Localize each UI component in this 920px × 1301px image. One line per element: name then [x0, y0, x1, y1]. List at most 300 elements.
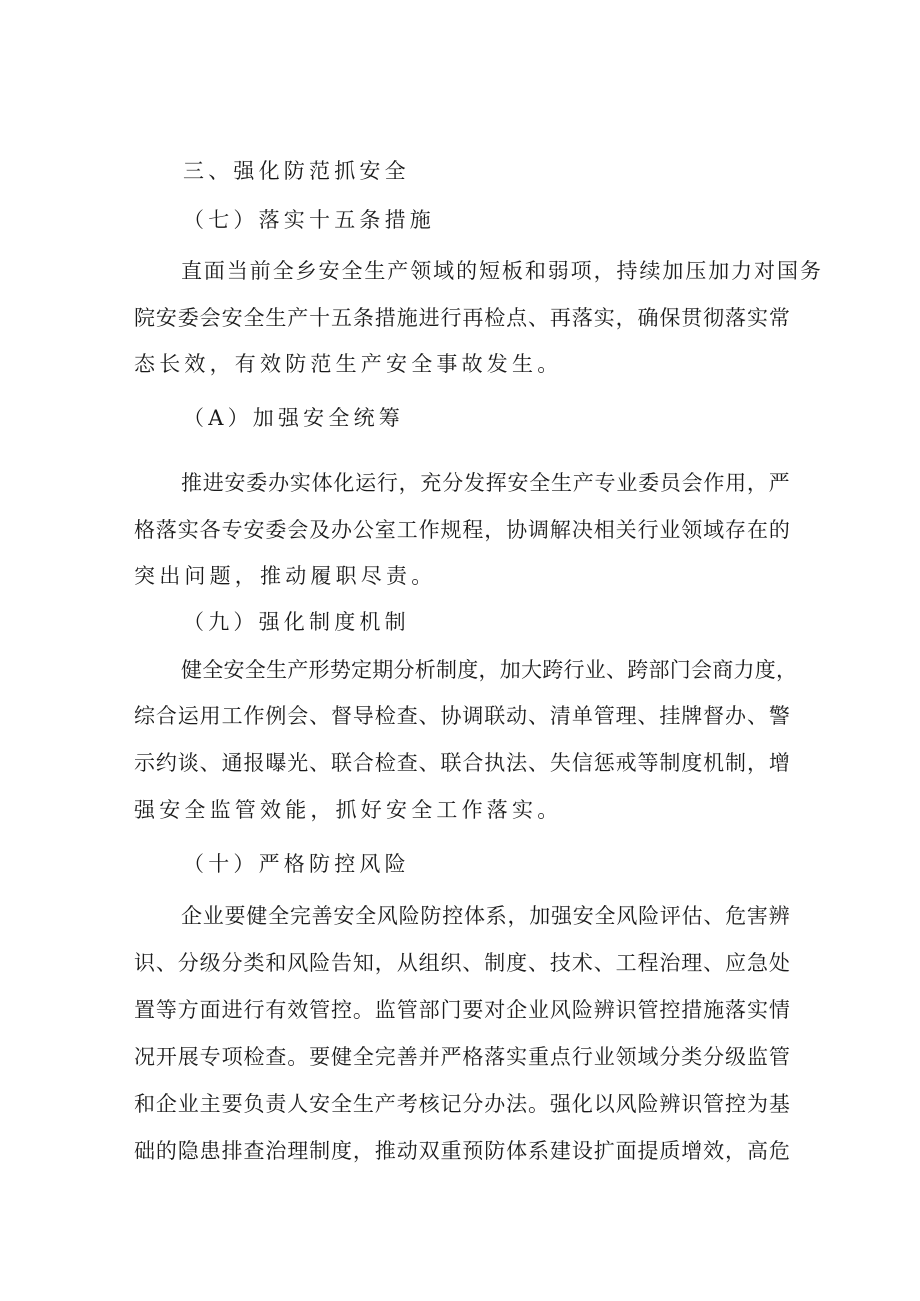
glyph: 综 [134, 704, 155, 728]
glyph: 压 [685, 259, 707, 283]
glyph: 程 [462, 518, 484, 542]
glyph: ， [484, 518, 506, 542]
glyph: 安 [333, 904, 355, 928]
glyph: 健 [181, 658, 202, 682]
glyph: 实 [746, 998, 768, 1022]
glyph: 分 [177, 951, 199, 975]
glyph: 隐 [177, 1139, 199, 1163]
glyph: 化 [333, 471, 355, 495]
glyph: 的 [155, 1139, 177, 1163]
glyph: 点 [506, 306, 528, 330]
glyph: 估 [681, 904, 703, 928]
glyph: 控 [331, 998, 353, 1022]
glyph: 、 [637, 704, 659, 728]
glyph: 善 [311, 904, 333, 928]
glyph: 落 [725, 306, 747, 330]
glyph: 确 [637, 306, 659, 330]
glyph: 运 [177, 704, 199, 728]
glyph: 企 [155, 1092, 177, 1116]
glyph: 危 [768, 1139, 790, 1163]
glyph: 十 [309, 306, 331, 330]
glyph: 跨 [627, 658, 649, 682]
glyph: 实 [506, 1045, 528, 1069]
glyph: 发 [463, 471, 485, 495]
glyph: 效 [287, 998, 309, 1022]
glyph: 分 [659, 1045, 681, 1069]
glyph: 安 [572, 904, 594, 928]
glyph: 要 [462, 998, 484, 1022]
glyph: 公 [352, 518, 374, 542]
glyph: 类 [681, 1045, 703, 1069]
glyph: 单 [571, 704, 593, 728]
glyph: 害 [746, 904, 768, 928]
glyph: 运 [355, 471, 377, 495]
glyph: 格 [134, 518, 155, 542]
glyph: 、 [309, 751, 331, 775]
item-10-paragraph-line-3 [134, 996, 790, 1024]
glyph: 础 [134, 1139, 155, 1163]
glyph: 推 [181, 471, 202, 495]
glyph: 存 [725, 518, 747, 542]
glyph: 联 [331, 751, 353, 775]
glyph: 高 [746, 1139, 768, 1163]
glyph: 专 [221, 518, 243, 542]
glyph: 、 [528, 306, 550, 330]
glyph: 产 [572, 471, 594, 495]
glyph: 效 [703, 1139, 725, 1163]
glyph: 实 [177, 518, 199, 542]
glyph: 风 [549, 998, 571, 1022]
glyph: 制 [659, 751, 681, 775]
glyph: 和 [265, 951, 287, 975]
glyph: 人 [287, 1092, 309, 1116]
glyph: 会 [681, 471, 703, 495]
glyph: 加 [499, 658, 521, 682]
glyph: 安 [221, 306, 243, 330]
glyph: 保 [659, 306, 681, 330]
glyph: 产 [287, 658, 309, 682]
item-9-paragraph-line-4: 强安全监管效能，抓好安全工作落实。 [134, 798, 563, 822]
glyph: 大 [521, 658, 542, 682]
glyph: 安 [507, 471, 529, 495]
glyph: 业 [616, 471, 638, 495]
glyph: 会 [287, 518, 309, 542]
glyph: 域 [433, 259, 455, 283]
glyph: 程 [637, 951, 659, 975]
glyph: 势 [329, 658, 351, 682]
glyph: 质 [659, 1139, 681, 1163]
glyph: 乡 [295, 259, 317, 283]
glyph: 、 [528, 704, 550, 728]
glyph: 作 [418, 518, 440, 542]
item-10-paragraph-line-4 [134, 1043, 790, 1071]
glyph: 全 [243, 306, 265, 330]
glyph: 查 [396, 751, 418, 775]
glyph: 戒 [615, 751, 637, 775]
item-10-paragraph-line-5 [134, 1090, 790, 1118]
glyph: 院 [134, 306, 155, 330]
glyph: 识 [134, 951, 155, 975]
glyph: 并 [418, 1045, 440, 1069]
glyph: 识 [615, 998, 637, 1022]
glyph: 有 [265, 998, 287, 1022]
glyph: 度 [681, 751, 703, 775]
glyph: 行 [243, 998, 265, 1022]
glyph: 再 [462, 306, 484, 330]
glyph: 常 [768, 306, 790, 330]
glyph: 办 [268, 471, 290, 495]
glyph: 部 [648, 658, 670, 682]
glyph: 国 [776, 259, 798, 283]
glyph: 进 [202, 471, 224, 495]
glyph: 行 [571, 1045, 593, 1069]
glyph: 会 [199, 306, 221, 330]
glyph: 调 [462, 704, 484, 728]
glyph: 格 [462, 1045, 484, 1069]
glyph: 情 [768, 998, 790, 1022]
glyph: ， [593, 259, 615, 283]
glyph: 落 [484, 1045, 506, 1069]
glyph: 会 [691, 658, 712, 682]
glyph: 提 [637, 1139, 659, 1163]
glyph: 辨 [768, 904, 790, 928]
glyph: 度 [331, 1139, 353, 1163]
glyph: 管 [703, 1092, 725, 1116]
glyph: 业 [202, 904, 224, 928]
glyph: 和 [134, 1092, 155, 1116]
glyph: 业 [593, 1045, 615, 1069]
glyph: 定 [351, 658, 372, 682]
glyph: 工 [221, 704, 243, 728]
glyph: 理 [287, 1139, 309, 1163]
glyph: 负 [243, 1092, 265, 1116]
glyph: 系 [485, 904, 507, 928]
glyph: 办 [725, 704, 747, 728]
glyph: 报 [243, 751, 265, 775]
glyph: 析 [414, 658, 436, 682]
glyph: 板 [501, 259, 523, 283]
glyph: 安 [224, 471, 246, 495]
glyph: 、 [703, 951, 725, 975]
glyph: 再 [549, 306, 571, 330]
glyph: 商 [712, 658, 734, 682]
glyph: 落 [155, 518, 177, 542]
item-9-paragraph-line-1 [181, 656, 797, 684]
glyph: 、 [593, 951, 615, 975]
glyph: 专 [594, 471, 616, 495]
glyph: 的 [456, 259, 478, 283]
section-heading: 三、强化防范抓安全 [183, 159, 410, 183]
glyph: 查 [265, 1045, 287, 1069]
glyph: 、 [606, 658, 627, 682]
glyph: 光 [287, 751, 309, 775]
glyph: 全 [341, 259, 363, 283]
glyph: 度 [457, 658, 479, 682]
item-a-heading: （A）加强安全统筹 [183, 406, 404, 430]
glyph: ， [746, 751, 768, 775]
glyph: 加 [708, 259, 730, 283]
item-7-paragraph-line-3: 态长效，有效防范生产安全事故发生。 [134, 352, 563, 376]
glyph: 健 [246, 904, 268, 928]
glyph: 会 [287, 704, 309, 728]
glyph: 产 [374, 1092, 396, 1116]
glyph: 全 [594, 904, 616, 928]
glyph: ， [352, 1139, 374, 1163]
glyph: 、 [309, 704, 331, 728]
glyph: 生 [551, 471, 573, 495]
glyph: 、 [528, 751, 550, 775]
glyph: 险 [398, 904, 420, 928]
glyph: 基 [768, 1092, 790, 1116]
glyph: 增 [768, 751, 790, 775]
glyph: ， [507, 904, 529, 928]
glyph: 风 [376, 904, 398, 928]
glyph: 险 [309, 951, 331, 975]
glyph: 实 [746, 306, 768, 330]
glyph: 决 [571, 518, 593, 542]
glyph: 短 [478, 259, 500, 283]
glyph: 各 [199, 518, 221, 542]
glyph: 以 [593, 1092, 615, 1116]
glyph: 风 [287, 951, 309, 975]
glyph: 前 [249, 259, 271, 283]
glyph: 善 [396, 1045, 418, 1069]
glyph: 急 [746, 951, 768, 975]
glyph: 失 [549, 751, 571, 775]
glyph: 知 [352, 951, 374, 975]
glyph: 关 [615, 518, 637, 542]
glyph: 办 [331, 518, 353, 542]
glyph: 管 [637, 998, 659, 1022]
glyph: 曝 [265, 751, 287, 775]
glyph: 组 [418, 951, 440, 975]
glyph: 措 [681, 998, 703, 1022]
glyph: 理 [681, 951, 703, 975]
glyph: 监 [746, 1045, 768, 1069]
glyph: 监 [374, 998, 396, 1022]
glyph: 主 [199, 1092, 221, 1116]
glyph: 风 [615, 1092, 637, 1116]
glyph: 条 [352, 306, 374, 330]
glyph: 检 [374, 704, 396, 728]
glyph: 重 [440, 1139, 462, 1163]
glyph: 企 [181, 904, 202, 928]
glyph: 检 [374, 751, 396, 775]
glyph: 扩 [593, 1139, 615, 1163]
glyph: 领 [615, 1045, 637, 1069]
glyph: 辨 [593, 998, 615, 1022]
glyph: 机 [703, 751, 725, 775]
glyph: 分 [442, 471, 464, 495]
glyph: 预 [462, 1139, 484, 1163]
glyph: 。 [287, 1045, 309, 1069]
glyph: 、 [199, 751, 221, 775]
glyph: 设 [571, 1139, 593, 1163]
glyph: 及 [309, 518, 331, 542]
glyph: 生 [265, 306, 287, 330]
glyph: 项 [570, 259, 592, 283]
glyph: 分 [462, 1092, 484, 1116]
glyph: 直 [181, 259, 202, 283]
glyph: 分 [393, 658, 415, 682]
glyph: 动 [506, 704, 528, 728]
glyph: ， [398, 471, 420, 495]
glyph: 、 [462, 951, 484, 975]
glyph: 级 [199, 951, 221, 975]
glyph: 企 [506, 998, 528, 1022]
glyph: 当 [226, 259, 248, 283]
glyph: 挂 [659, 704, 681, 728]
glyph: 记 [440, 1092, 462, 1116]
glyph: 、 [418, 751, 440, 775]
glyph: 险 [571, 998, 593, 1022]
glyph: 施 [396, 306, 418, 330]
glyph: 险 [638, 904, 660, 928]
glyph: 完 [289, 904, 311, 928]
glyph: 务 [799, 259, 821, 283]
glyph: 域 [703, 518, 725, 542]
glyph: 门 [669, 658, 691, 682]
item-7-heading: （七）落实十五条措施 [183, 208, 435, 232]
glyph: 展 [177, 1045, 199, 1069]
glyph: 加 [529, 904, 551, 928]
glyph: 领 [410, 259, 432, 283]
glyph: 委 [638, 471, 660, 495]
glyph: ， [746, 471, 768, 495]
glyph: 危 [725, 904, 747, 928]
glyph: 、 [155, 951, 177, 975]
glyph: 全 [352, 1045, 374, 1069]
glyph: 实 [593, 306, 615, 330]
glyph: 体 [463, 904, 485, 928]
glyph: 考 [396, 1092, 418, 1116]
glyph: 合 [352, 751, 374, 775]
glyph: 解 [549, 518, 571, 542]
glyph: 业 [584, 658, 606, 682]
glyph: 从 [396, 951, 418, 975]
item-7-paragraph-line-1 [181, 257, 821, 285]
glyph: 进 [221, 998, 243, 1022]
glyph: 信 [571, 751, 593, 775]
glyph: 部 [418, 998, 440, 1022]
glyph: ， [725, 1139, 747, 1163]
glyph: 作 [243, 704, 265, 728]
glyph: 应 [725, 951, 747, 975]
glyph: 点 [549, 1045, 571, 1069]
glyph: 业 [528, 998, 550, 1022]
glyph: 工 [615, 951, 637, 975]
glyph: 联 [440, 751, 462, 775]
glyph: 核 [418, 1092, 440, 1116]
glyph: 、 [418, 704, 440, 728]
glyph: 控 [659, 998, 681, 1022]
glyph: 挥 [485, 471, 507, 495]
glyph: 度 [754, 658, 776, 682]
glyph: 。 [352, 998, 374, 1022]
glyph: 制 [484, 951, 506, 975]
glyph: 等 [637, 751, 659, 775]
glyph: 责 [265, 1092, 287, 1116]
glyph: 况 [134, 1045, 155, 1069]
glyph: 辨 [659, 1092, 681, 1116]
glyph: 置 [134, 998, 155, 1022]
glyph: ， [478, 658, 500, 682]
glyph: 协 [440, 704, 462, 728]
glyph: 全 [331, 1092, 353, 1116]
glyph: 制 [309, 1139, 331, 1163]
glyph: 弱 [547, 259, 569, 283]
glyph: 重 [528, 1045, 550, 1069]
glyph: 。 [528, 1092, 550, 1116]
glyph: 域 [637, 1045, 659, 1069]
glyph: 专 [199, 1045, 221, 1069]
glyph: 协 [506, 518, 528, 542]
glyph: 治 [659, 951, 681, 975]
glyph: 督 [703, 704, 725, 728]
glyph: 体 [311, 471, 333, 495]
glyph: 控 [725, 1092, 747, 1116]
item-10-paragraph-line-1 [181, 902, 790, 930]
glyph: 跨 [542, 658, 564, 682]
glyph: 生 [266, 658, 287, 682]
glyph: 严 [440, 1045, 462, 1069]
glyph: 室 [374, 518, 396, 542]
glyph: 警 [768, 704, 790, 728]
glyph: 安 [318, 259, 340, 283]
glyph: 面 [615, 1139, 637, 1163]
glyph: 双 [418, 1139, 440, 1163]
glyph: 联 [484, 704, 506, 728]
glyph: 化 [571, 1092, 593, 1116]
glyph: 要 [309, 1045, 331, 1069]
glyph: 形 [308, 658, 330, 682]
glyph: 全 [268, 904, 290, 928]
glyph: 通 [221, 751, 243, 775]
glyph: ， [374, 951, 396, 975]
glyph: 充 [420, 471, 442, 495]
glyph: 方 [177, 998, 199, 1022]
glyph: 动 [396, 1139, 418, 1163]
glyph: 控 [442, 904, 464, 928]
glyph: 作 [703, 471, 725, 495]
glyph: 管 [396, 998, 418, 1022]
glyph: 理 [615, 704, 637, 728]
glyph: 管 [309, 998, 331, 1022]
glyph: 安 [243, 518, 265, 542]
glyph: 检 [484, 306, 506, 330]
glyph: 生 [364, 259, 386, 283]
glyph: 规 [440, 518, 462, 542]
glyph: 产 [287, 306, 309, 330]
glyph: 完 [374, 1045, 396, 1069]
glyph: 等 [155, 998, 177, 1022]
glyph: 评 [659, 904, 681, 928]
glyph: ， [776, 658, 797, 682]
glyph: 管 [593, 704, 615, 728]
glyph: 督 [331, 704, 353, 728]
glyph: 项 [221, 1045, 243, 1069]
glyph: 建 [549, 1139, 571, 1163]
glyph: 业 [177, 1092, 199, 1116]
glyph: 查 [243, 1139, 265, 1163]
glyph: 法 [506, 751, 528, 775]
glyph: 生 [352, 1092, 374, 1116]
glyph: 相 [593, 518, 615, 542]
item-a-paragraph-line-3: 突出问题，推动履职尽责。 [134, 564, 437, 588]
glyph: 强 [549, 1092, 571, 1116]
item-10-paragraph-line-2 [134, 949, 790, 977]
glyph: 的 [768, 518, 790, 542]
